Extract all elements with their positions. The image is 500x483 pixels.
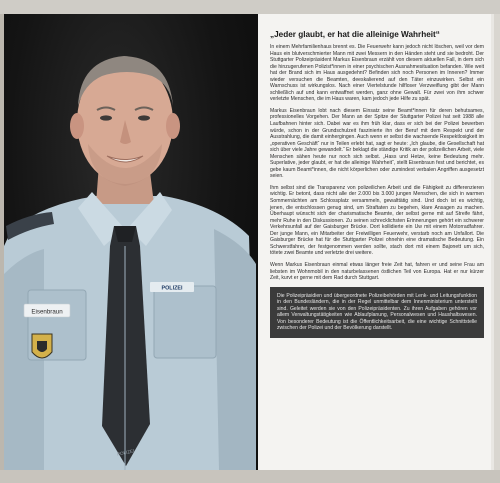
tie-logo-text: POLIZEI bbox=[116, 448, 135, 457]
right-ear bbox=[166, 113, 180, 139]
info-box: Die Polizeipräsidien und übergeordnete Polizeibehörden mit Lenk- und Leitungsfunktion in den Bundesländern, die in der Regel unmittelbar dem Innenministerium unterstellt sind. Geleitet werden sie von den Polizeipräsidenten. Zu ihren Aufgaben gehören vor allem Verwaltungstätigkeiten wie Ablaufplanung, Personalwesen und Haushaltswesen. Von besonderer Bedeutung ist die Öffentlichkeitsarbeit, die eine wichtige Schnittstelle zwischen der Polizei und der Bevölkerung darstellt. bbox=[270, 287, 484, 338]
left-ear bbox=[70, 113, 84, 139]
right-breast-pocket bbox=[154, 286, 216, 358]
wall-bottom bbox=[0, 470, 500, 483]
biography-paragraph-3: Ihm selbst sind die Transparenz von polizeilichen Arbeit und die Fähigkeit zu differenzieren wichtig. Er betont, dass nicht alle der 2.000 bis 3.000 jungen Menschen, die sich in warmen Sommernächten am Schlossplatz versammeln, gewalttätig sind. Und doch ist es wichtig, jenen, die entschlossen genug sind, um Straftaten zu begehen, klare Ansagen zu machen. Überhaupt wünscht sich der charismatische Beamte, der selbst gerne mit auf Streife fährt, mehr Ruhe in den Diskussionen. Zu seinen schrecklichsten Erinnerungen gehört ein schwerer Verkehrsunfall auf der Gaisburger Brücke. Dort kollidierte ein Uw mit einem Motorradfahrer. Der junge Mann, ein Mitarbeiter der Freiwilligen Feuerwehr, verstarb noch am Unfallort. Die Gaisburger Brücke hat für die Stuttgarter Polizei ohnehin eine dramatische Bedeutung. Ein Schwerstfahrer, der festgenommen werden sollte, stach dort mit einem Bajonett um sich, tötete zwei Beamte und verletzte drei weitere. bbox=[270, 184, 484, 257]
right-eye bbox=[138, 115, 150, 120]
left-eye bbox=[100, 115, 112, 120]
biography-headline: „Jeder glaubt, er hat die alleinige Wahrheit“ bbox=[270, 30, 440, 39]
police-badge-text: POLIZEI bbox=[161, 285, 183, 292]
exhibition-panel bbox=[4, 14, 494, 470]
biography-paragraph-2: Markus Eisenbraun lobt nach diesem Einsatz seine Beamt*innen für deren behutsames, professionelles Vorgehen. Der Mann an der Spitze der Stuttgarter Polizei hat seit 1988 alle Laufbahnen hinter sich. Dabei war es ihm früh klar, dass er sich bei der Polizei bewerben würde, schon in der Grundschulzeit faszinierte ihn der Beruf mit dem Respekt und der Ausstrahlung, die damit einhergingen. Auch wenn er selbst die wachsende Respektlosigkeit im „operativen Geschäft“ nur in Teilen erlebt hat, sagt er heute: „Ich glaube, die Gesellschaft hat sich über viele Jahre gewandelt.“ Er beklagt die ständige Kritik an der polizeilichen Arbeit, viele Menschen sähen heute nur noch sich selbst. „Hass und Hetze, keine Bedeutung mehr. Superlative, jeder glaubt, er hat die alleinige Wahrheit“, stellt Eisenbraun fest und berichtet, es gebe kaum Beamt*innen, die nicht körperlichen oder zumindest verbalen Angriffen ausgesetzt seien. bbox=[270, 107, 484, 180]
name-tag-text: Eisenbraun bbox=[31, 308, 63, 316]
biography-paragraph-1: In einem Mehrfamilienhaus brennt es. Die Feuerwehr kann jedoch nicht löschen, weil vor dem Haus ein blutverschmierter Mann mit zwei Messern in den Händen steht und sie bedroht. Der Stuttgarter Polizeipräsident Markus Eisenbraun erzählt von diesem aktuellen Fall, in dem sich die hinzugerufenen Polizist*innen in einer psychischen Ausnahmesituation befanden. Wie weit hat der Brand sich im Haus ausgedehnt? Befinden sich noch Personen im Inneren? Immer wieder versuchen die Beamten, deeskalierend auf den Täter einzuwirken. Selbst ein Warnschuss ist wirkungslos. Nach einer Viertelstunde hilfloser Verzweiflung gibt der Mann schließlich auf und kann entwaffnet werden, ganz ohne Gewalt. Für zwei von ihm schwer verletzte Menschen, die im Haus waren, kam jedoch jede Hilfe zu spät. bbox=[270, 44, 484, 103]
biography-text-panel bbox=[258, 14, 494, 470]
wall-top bbox=[0, 0, 500, 14]
biography-paragraph-4: Wenn Markus Eisenbraun einmal etwas länger freie Zeit hat, fahren er und seine Frau am liebsten im Wohnmobil in den naturbelassenen östlichen Teil von Europa. Hat er nur kürzer Zeit, kurvt er gerne mit dem Rad durch Stuttgart. bbox=[270, 261, 484, 282]
police-officer-portrait bbox=[4, 14, 256, 470]
portrait-photo bbox=[4, 14, 256, 470]
